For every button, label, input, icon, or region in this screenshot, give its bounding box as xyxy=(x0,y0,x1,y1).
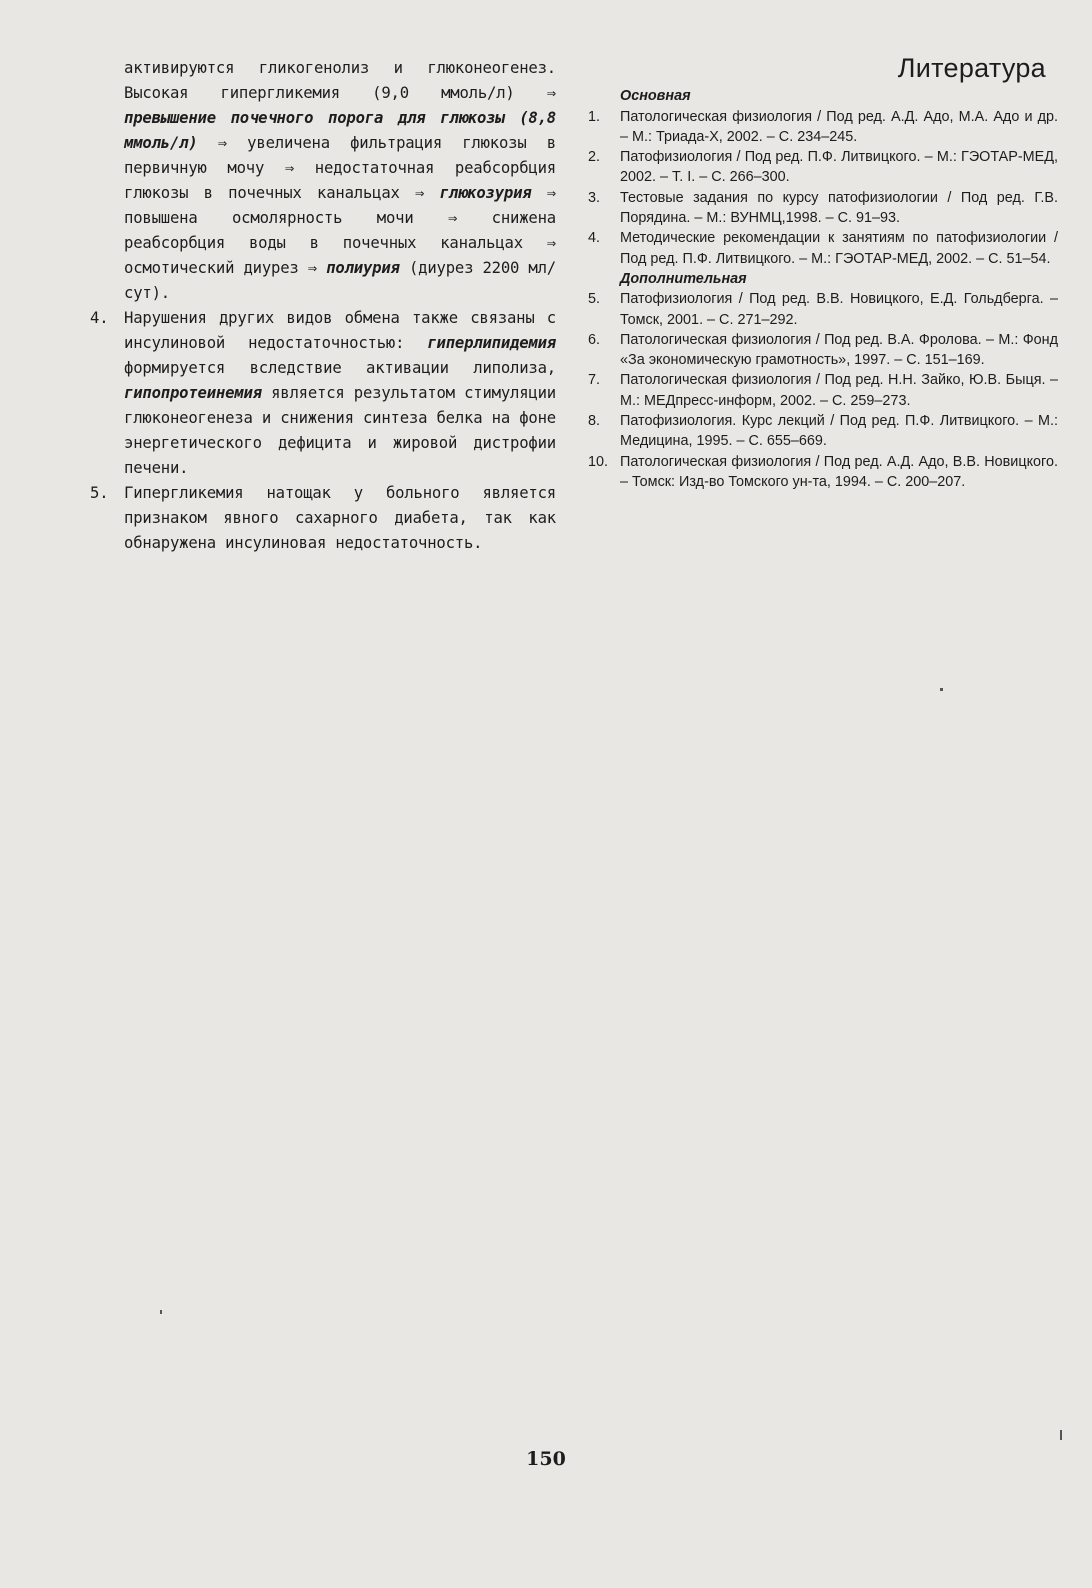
emphasis-renal-threshold: превышение почечного порога для глюкозы (8,8 ммоль/л) xyxy=(124,109,556,152)
literature-section xyxy=(588,53,1058,492)
text-run: Гипергликемия натощак у больного является признаком явного сахарного диабета, так как обнаружена инсулиновая недостаточность. xyxy=(124,484,556,552)
reference-number: 3. xyxy=(588,189,601,206)
reference-item xyxy=(588,188,1058,229)
reference-item xyxy=(588,107,1058,148)
continued-paragraph xyxy=(90,56,556,306)
literature-title: Литература xyxy=(897,53,1046,83)
list-item-5 xyxy=(90,481,556,556)
reference-text: Патофизиология. Курс лекций / Под ред. П.Ф. Литвицкого. – М.: Медицина, 1995. – С. 655–669. xyxy=(620,413,1058,450)
emphasis-polyuria: полиурия xyxy=(326,259,400,277)
additional-references-list xyxy=(588,289,1058,492)
reference-text: Методические рекомендации к занятиям по патофизиологии / Под ред. П.Ф. Литвицкого. – М.: ГЭОТАР-МЕД, 2002. – С. 51–54. xyxy=(620,230,1058,267)
page-number: 150 xyxy=(526,1448,566,1470)
reference-item xyxy=(588,452,1058,493)
reference-text: Патофизиология / Под ред. П.Ф. Литвицкого. – М.: ГЭОТАР-МЕД, 2002. – Т. I. – С. 266–300. xyxy=(620,149,1058,186)
reference-text: Патологическая физиология / Под ред. А.Д. Адо, М.А. Адо и др. – М.: Триада-Х, 2002. – С. 234–245. xyxy=(620,108,1058,145)
reference-number: 1. xyxy=(588,108,601,125)
text-run: Нарушения других видов обмена также связаны с инсулиновой недостаточностью: xyxy=(124,309,556,352)
text-run: является результатом стимуляции глюконеогенеза и снижения синтеза белка на фоне энергетического дефицита и жировой дистрофии печени. xyxy=(124,384,556,477)
list-item-4 xyxy=(90,306,556,481)
scan-speck xyxy=(940,688,943,691)
reference-item xyxy=(588,370,1058,411)
main-literature-heading: Основная xyxy=(620,88,691,105)
text-run: (диурез 2200 мл/сут). xyxy=(124,259,556,302)
text-run: активируются гликогенолиз и глюконеогенез. Высокая гипергликемия (9,0 ммоль/л) ⇒ xyxy=(124,59,556,102)
reference-text: Патологическая физиология / Под ред. А.Д. Адо, В.В. Новицкого. – Томск: Изд-во Томского ун-та, 1994. – С. 200–207. xyxy=(620,453,1058,490)
scan-speck xyxy=(1060,1430,1062,1440)
reference-item xyxy=(588,228,1058,269)
reference-number: 7. xyxy=(588,372,601,389)
reference-text: Патологическая физиология / Под ред. В.А. Фролова. – М.: Фонд «За экономическую грамотность», 1997. – С. 151–169. xyxy=(620,331,1058,369)
emphasis-hypoproteinemia: гипопротеинемия xyxy=(124,384,262,402)
reference-text: Патологическая физиология / Под ред. Н.Н. Зайко, Ю.В. Быця. – М.: МЕДпресс-информ, 2002. – С. 259–273. xyxy=(620,372,1058,409)
emphasis-hyperlipidemia: гиперлипидемия xyxy=(427,334,556,352)
text-run: формируется вследствие активации липолиза, xyxy=(124,359,556,377)
emphasis-glucosuria: глюкозурия xyxy=(439,184,532,202)
main-references-list xyxy=(588,107,1058,269)
scan-speck xyxy=(160,1310,162,1314)
reference-item xyxy=(588,289,1058,330)
left-column xyxy=(90,56,556,556)
reference-item xyxy=(588,147,1058,188)
reference-number: 8. xyxy=(588,413,601,430)
reference-number: 5. xyxy=(588,291,601,308)
reference-number: 4. xyxy=(588,230,601,247)
reference-number: 2. xyxy=(588,149,601,166)
reference-number: 10. xyxy=(588,453,609,470)
reference-text: Тестовые задания по курсу патофизиологии / Под ред. Г.В. Порядина. – М.: ВУНМЦ,1998. – С. 91–93. xyxy=(620,189,1058,227)
item-number: 4. xyxy=(90,309,109,327)
reference-number: 6. xyxy=(588,331,601,348)
text-run: ⇒ повышена осмолярность мочи ⇒ снижена реабсорбция воды в почечных канальцах ⇒ осмотический диурез ⇒ xyxy=(124,184,556,277)
text-run: ⇒ увеличена фильтрация глюкозы в первичную мочу ⇒ недостаточная реабсорбция глюкозы в почечных канальцах ⇒ xyxy=(124,134,556,202)
item-number: 5. xyxy=(90,484,109,502)
reference-item xyxy=(588,330,1058,371)
additional-literature-heading: Дополнительная xyxy=(620,270,747,287)
reference-item xyxy=(588,411,1058,452)
reference-text: Патофизиология / Под ред. В.В. Новицкого, Е.Д. Гольдберга. – Томск, 2001. – С. 271–292. xyxy=(620,291,1058,328)
